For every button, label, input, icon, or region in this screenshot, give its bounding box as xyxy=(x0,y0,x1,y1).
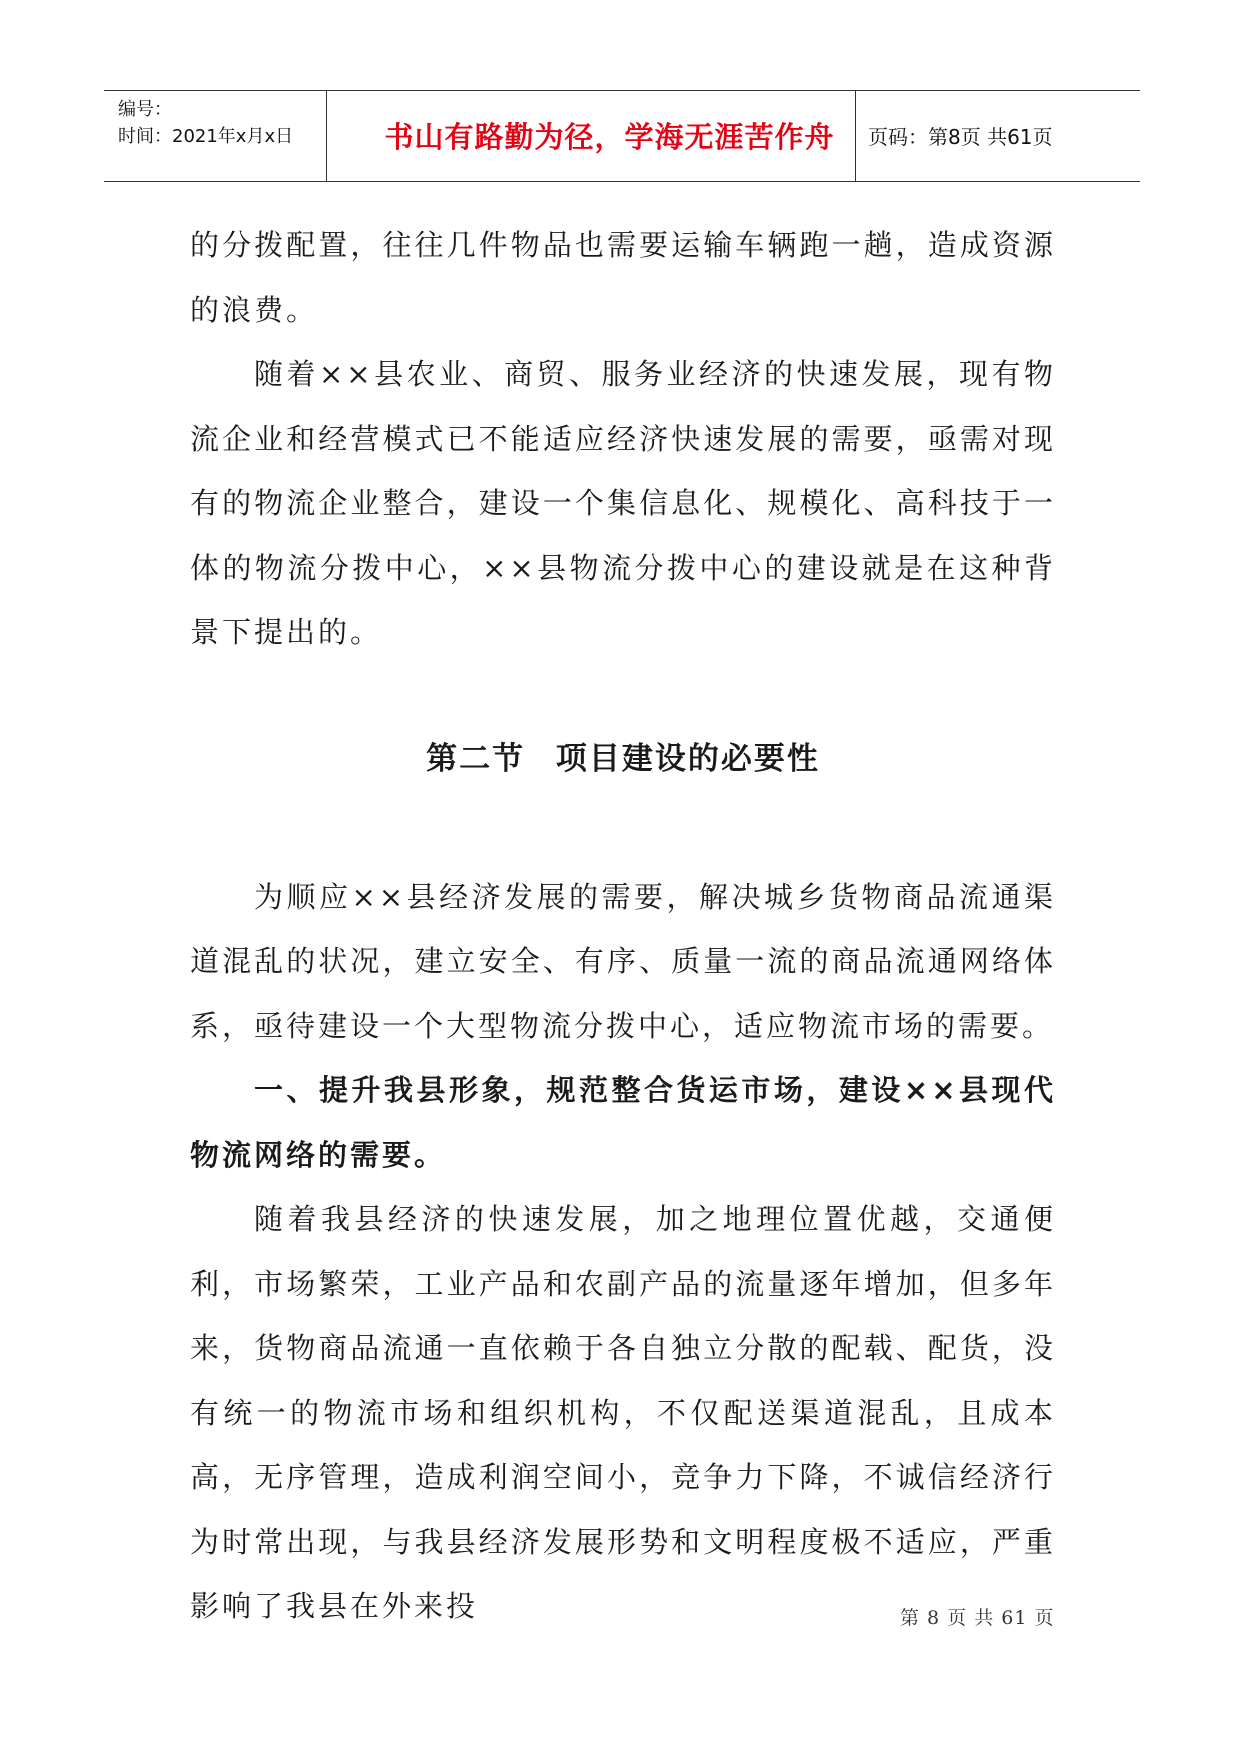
page-header xyxy=(104,90,1140,182)
document-number-label: 编号： xyxy=(118,99,172,120)
section-title: 第二节 项目建设的必要性 xyxy=(426,740,820,777)
document-body xyxy=(190,213,1056,1639)
header-meta xyxy=(118,96,293,150)
body-paragraph: 的分拨配置，往往几件物品也需要运输车辆跑一趟，造成资源的浪费。 xyxy=(190,228,1056,327)
header-divider xyxy=(326,91,327,181)
document-time-label: 时间：2021年x月x日 xyxy=(118,126,294,147)
body-paragraph: 为顺应××县经济发展的需要，解决城乡货物商品流通渠道混乱的状况，建立安全、有序、质量一流的商品流通网络体系，亟待建设一个大型物流分拨中心，适应物流市场的需要。 xyxy=(190,879,1056,1043)
body-paragraph: 随着我县经济的快速发展，加之地理位置优越，交通便利，市场繁荣，工业产品和农副产品的流量逐年增加，但多年来，货物商品流通一直依赖于各自独立分散的配载、配货，没有统一的物流市场和组织机构，不仅配送渠道混乱，且成本高，无序管理，造成利润空间小，竞争力下降，不诚信经济行为时常出现，与我县经济发展形势和文明程度极不适应，严重影响了我县在外来投 xyxy=(190,1202,1056,1623)
header-motto: 书山有路勤为径，学海无涯苦作舟 xyxy=(384,120,835,154)
header-divider xyxy=(855,91,856,181)
page-footer: 第 8 页 共 61 页 xyxy=(900,1607,1055,1629)
subheading: 一、提升我县形象，规范整合货运市场，建设××县现代物流网络的需要。 xyxy=(190,1073,1056,1172)
body-paragraph: 随着××县农业、商贸、服务业经济的快速发展，现有物流企业和经营模式已不能适应经济快速发展的需要，亟需对现有的物流企业整合，建设一个集信息化、规模化、高科技于一体的物流分拨中心，××县物流分拨中心的建设就是在这种背景下提出的。 xyxy=(190,357,1056,649)
header-page-info: 页码：第8页 共61页 xyxy=(868,125,1053,149)
